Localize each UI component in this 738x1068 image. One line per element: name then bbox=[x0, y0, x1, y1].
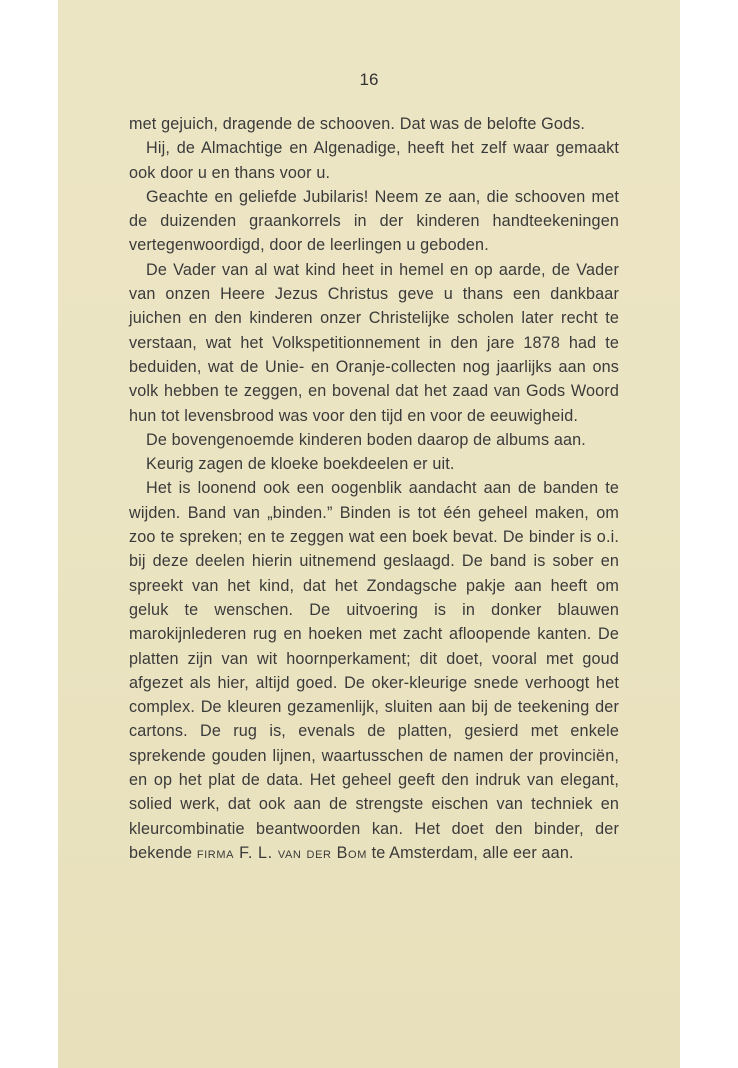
body-text bbox=[129, 112, 619, 865]
page-number: 16 bbox=[359, 70, 379, 89]
paragraph: Hij, de Almachtige en Algenadige, heeft het zelf waar gemaakt ook door u en thans voor u. bbox=[129, 139, 619, 182]
paragraph-text: Het is loonend ook een oogenblik aandacht aan de banden te wijden. Band van „binden.” Binden is tot één geheel maken, om zoo te spreken; en te zeggen wat een boek bevat. De binder is o.i. bij deze deelen hierin uitnemend geslaagd. De band is sober en spreekt van het kind, dat het Zondagsche pakje aan heeft om geluk te wenschen. De uitvoering is in donker blauwen marokijnlederen rug en hoeken met zacht afloopende kanten. De platten zijn van wit hoornperkament; dit doet, vooral met goud afgezet als hier, altijd goed. De oker-kleurige snede verhoogt het complex. De kleuren gezamenlijk, sluiten aan bij de teekening der cartons. De rug is, evenals de platten, gesierd met enkele sprekende gouden lijnen, waartusschen de namen der provinciën, en op het plat de data. Het geheel geeft den indruk van elegant, solied werk, dat ook aan de strengste eischen van techniek en kleurcombinatie beantwoorden kan. Het doet den binder, der bekende bbox=[129, 479, 619, 862]
paragraph: Keurig zagen de kloeke boekdeelen er uit. bbox=[146, 455, 455, 474]
book-page bbox=[58, 0, 680, 1068]
firm-name: firma F. L. van der Bom bbox=[196, 843, 367, 862]
paragraph-text-end: te Amsterdam, alle eer aan. bbox=[371, 843, 574, 862]
paragraph-bookbinding bbox=[129, 476, 619, 865]
paragraph: De Vader van al wat kind heet in hemel en op aarde, de Vader van onzen Heere Jezus Christus geve u thans een dankbaar juichen en den kinderen onzer Christelijke scholen later recht te verstaan, wat het Volkspetitionnement in den jare 1878 had te beduiden, wat de Unie- en Oranje-collecten nog jaarlijks aan ons volk hebben te zeggen, en bovenal dat het zaad van Gods Woord hun tot levensbrood was voor den tijd en voor de eeuwigheid. bbox=[129, 260, 619, 425]
paragraph: De bovengenoemde kinderen boden daarop de albums aan. bbox=[146, 430, 586, 449]
paragraph: Geachte en geliefde Jubilaris! Neem ze aan, die schooven met de duizenden graankorrels in der kinderen handteekeningen vertegenwoordigd, door de leerlingen u geboden. bbox=[129, 187, 619, 255]
paragraph: met gejuich, dragende de schooven. Dat was de belofte Gods. bbox=[129, 115, 586, 133]
